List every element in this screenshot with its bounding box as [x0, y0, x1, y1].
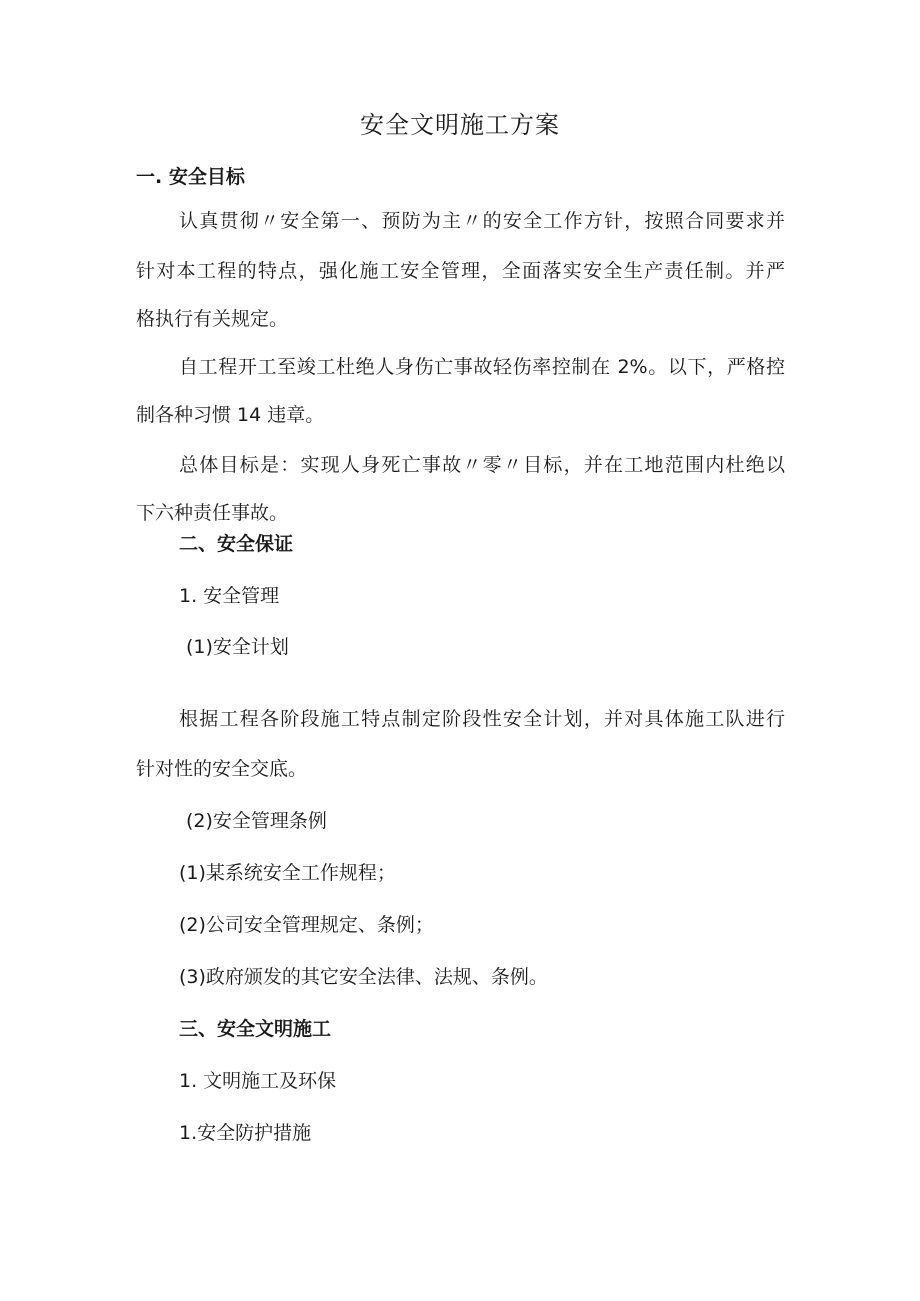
subsection-3-1-heading: 1. 文明施工及环保: [179, 1070, 337, 1092]
paragraph-3-line-2: 下六种责任事故。: [136, 502, 289, 524]
section-1-heading: 一. 安全目标: [136, 166, 245, 188]
paragraph-4-line-1: 根据工程各阶段施工特点制定阶段性安全计划，并对具体施工队进行: [179, 708, 785, 730]
paragraph-1-line-1: 认真贯彻〃安全第一、预防为主〃的安全工作方针，按照合同要求并: [179, 210, 785, 232]
subsection-1-2-heading: (2)安全管理条例: [186, 810, 327, 832]
subsection-1-heading: 1. 安全管理: [179, 585, 280, 607]
regulation-item: (3)政府颁发的其它安全法律、法规、条例。: [179, 966, 548, 988]
paragraph-1-line-2: 针对本工程的特点，强化施工安全管理，全面落实安全生产责任制。并严: [136, 260, 785, 282]
paragraph-2-line-1: 自工程开工至竣工杜绝人身伤亡事故轻伤率控制在 2%。以下，严格控: [179, 356, 785, 378]
paragraph-4-line-2: 针对性的安全交底。: [136, 758, 308, 780]
paragraph-3-line-1: 总体目标是：实现人身死亡事故〃零〃目标，并在工地范围内杜绝以: [179, 454, 785, 476]
section-2-heading: 二、安全保证: [179, 533, 294, 555]
subsection-1-1-heading: (1)安全计划: [186, 636, 289, 658]
paragraph-1-line-3: 格执行有关规定。: [136, 308, 289, 330]
section-3-heading: 三、安全文明施工: [179, 1018, 332, 1040]
regulation-item: (2)公司安全管理规定、条例；: [179, 914, 434, 936]
regulation-item: (1)某系统安全工作规程；: [179, 862, 396, 884]
subsection-3-2-heading: 1.安全防护措施: [179, 1122, 312, 1144]
paragraph-2-line-2: 制各种习惯 14 违章。: [136, 404, 325, 426]
document-title: 安全文明施工方案: [360, 111, 560, 139]
